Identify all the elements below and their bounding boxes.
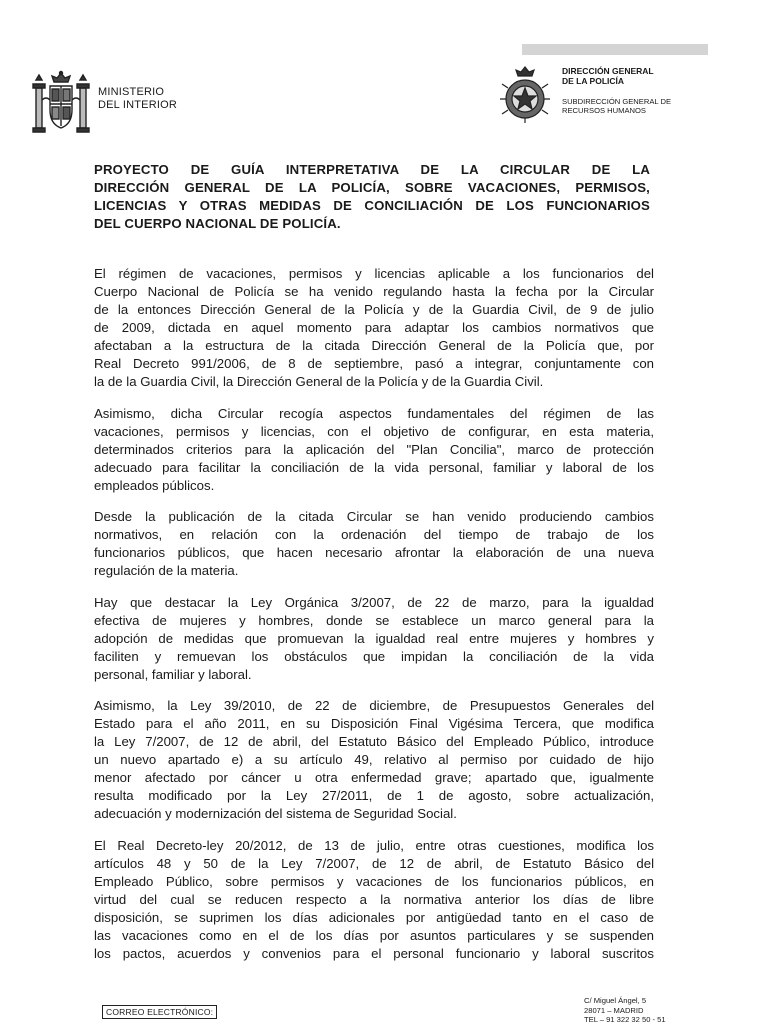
paragraph (94, 508, 654, 580)
subdirectorate-line: RECURSOS HUMANOS (562, 106, 646, 115)
paragraph (94, 265, 654, 391)
address-line: 28071 – MADRID (584, 1005, 644, 1015)
text-line: la Ley 7/2007, de 12 de abril, del Estatuto Básico del Empleado Público, introduce (94, 734, 654, 749)
subdirectorate-name (562, 97, 671, 115)
text-line: personal, familiar y laboral. (94, 666, 252, 682)
directorate-name (562, 66, 654, 86)
document-title (94, 161, 650, 233)
title-line: DEL CUERPO NACIONAL DE POLICÍA. (94, 216, 341, 231)
text-line: Real Decreto 991/2006, de 8 de septiembre, pasó a integrar, conjuntamente con (94, 356, 654, 371)
ministry-name (98, 86, 177, 112)
title-line: DIRECCIÓN GENERAL DE LA POLICÍA, SOBRE VACACIONES, PERMISOS, (94, 180, 650, 195)
text-line: resulta modificado por la Ley 27/2011, de 1 de agosto, sobre actualización, (94, 788, 654, 803)
spanish-coat-of-arms-icon (30, 70, 92, 138)
text-line: virtud del cual se reducen respecto a la normativa anterior los días de libre (94, 891, 654, 907)
address-line: C/ Miguel Ángel, 5 (584, 996, 647, 1005)
scan-gray-bar (522, 44, 708, 55)
title-line: LICENCIAS Y OTRAS MEDIDAS DE CONCILIACIÓN DE LOS FUNCIONARIOS (94, 198, 650, 213)
policia-emblem-icon (500, 66, 550, 124)
text-line: Estado para el año 2011, en su Disposición Final Vigésima Tercera, que modifica (94, 716, 654, 731)
text-line: un nuevo apartado e) a su artículo 49, relativo al permiso por cuidado de hijo (94, 752, 654, 767)
directorate-line: DE LA POLICÍA (562, 76, 625, 86)
text-line: artículos 48 y 50 de la Ley 7/2007, de 12 de abril, de Estatuto Básico del (94, 855, 654, 871)
text-line: Desde la publicación de la citada Circular se han venido produciendo cambios (94, 509, 654, 524)
text-line: adopción de medidas que promuevan la igualdad real entre mujeres y hombres y (94, 630, 654, 646)
address-line: TEL – 91 322 32 50 - 51 (584, 1015, 666, 1024)
email-label: CORREO ELECTRÓNICO: (102, 1005, 217, 1019)
ministry-line: DEL INTERIOR (98, 99, 178, 111)
text-line: adecuado para facilitar la conciliación de la vida personal, familiar y laboral de los (94, 459, 654, 475)
subdirectorate-line: SUBDIRECCIÓN GENERAL DE (562, 97, 672, 106)
text-line: menor afectado por cáncer u otra enfermedad grave; apartado que, igualmente (94, 770, 654, 785)
text-line: normativos, en relación con la ordenación del tiempo de trabajo de los (94, 527, 654, 542)
title-line: PROYECTO DE GUÍA INTERPRETATIVA DE LA CIRCULAR DE LA (94, 162, 650, 177)
text-line: afectaban a la estructura de la citada Dirección General de la Policía que, por (94, 338, 654, 353)
text-line: determinados criterios para la aplicación del "Plan Concilia", marco de protección (94, 441, 654, 457)
text-line: Asimismo, dicha Circular recogía aspectos fundamentales del régimen de las (94, 405, 654, 421)
text-line: funcionarios públicos, que hacen necesario afrontar la elaboración de una nueva (94, 545, 654, 560)
text-line: efectiva de mujeres y hombres, donde se establece un marco general para la (94, 612, 654, 628)
text-line: Hay que destacar la Ley Orgánica 3/2007, de 22 de marzo, para la igualdad (94, 594, 654, 610)
text-line: faciliten y remuevan los obstáculos que impidan la conciliación de la vida (94, 648, 654, 664)
text-line: de 2009, dictada en aquel momento para adaptar los cambios normativos que (94, 320, 654, 335)
text-line: empleados públicos. (94, 477, 215, 493)
text-line: adecuación y modernización del sistema de Seguridad Social. (94, 806, 457, 821)
text-line: la de la Guardia Civil, la Dirección General de la Policía y de la Guardia Civil. (94, 374, 544, 389)
paragraph (94, 594, 654, 684)
text-line: disposición, se suprimen los días adicionales por antigüedad tanto en el caso de (94, 909, 654, 925)
text-line: los pactos, acuerdos y convenios para el personal funcionario y laboral suscritos (94, 945, 654, 961)
text-line: El Real Decreto-ley 20/2012, de 13 de julio, entre otras cuestiones, modifica los (94, 837, 654, 853)
text-line: Empleado Público, sobre permisos y vacaciones de los funcionarios públicos, en (94, 873, 654, 889)
paragraph (94, 405, 654, 495)
text-line: Asimismo, la Ley 39/2010, de 22 de diciembre, de Presupuestos Generales del (94, 698, 654, 713)
text-line: El régimen de vacaciones, permisos y licencias aplicable a los funcionarios del (94, 266, 654, 281)
document-body (94, 265, 654, 976)
text-line: de la entonces Dirección General de la Policía y de la Guardia Civil, de 9 de julio (94, 302, 654, 317)
text-line: Cuerpo Nacional de Policía se ha venido regulando hasta la fecha por la Circular (94, 284, 654, 299)
footer-address (584, 996, 666, 1025)
text-line: regulación de la materia. (94, 563, 239, 578)
paragraph (94, 837, 654, 963)
text-line: las vacaciones como en el de los días por asuntos particulares y se suspenden (94, 927, 654, 943)
paragraph (94, 697, 654, 823)
directorate-line: DIRECCIÓN GENERAL (562, 66, 654, 76)
text-line: vacaciones, permisos y licencias, con el objetivo de configurar, en esta materia, (94, 423, 654, 439)
ministry-line: MINISTERIO (98, 86, 165, 98)
